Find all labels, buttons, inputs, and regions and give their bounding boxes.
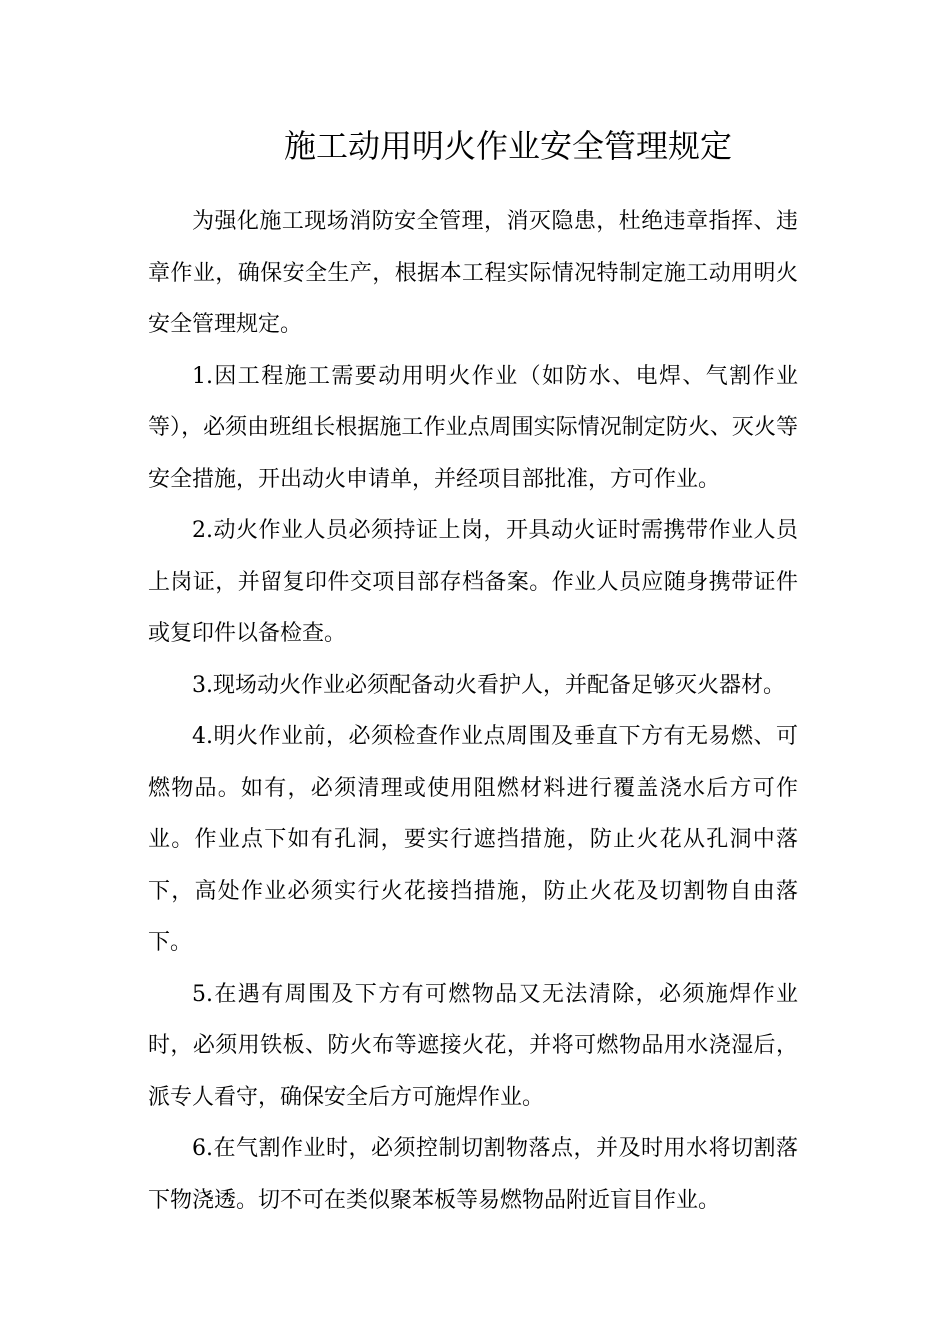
rule-6-paragraph: 6.在气割作业时，必须控制切割物落点，并及时用水将切割落下物浇透。切不可在类似聚苯板等易燃物品附近盲目作业。 xyxy=(148,1136,798,1213)
rule-2-paragraph: 2.动火作业人员必须持证上岗，开具动火证时需携带作业人员上岗证，并留复印件交项目部存档备案。作业人员应随身携带证件或复印件以备检查。 xyxy=(148,518,798,646)
intro-paragraph: 为强化施工现场消防安全管理，消灭隐患，杜绝违章指挥、违章作业，确保安全生产，根据本工程实际情况特制定施工动用明火安全管理规定。 xyxy=(148,209,798,337)
rule-4-paragraph: 4.明火作业前，必须检查作业点周围及垂直下方有无易燃、可燃物品。如有，必须清理或使用阻燃材料进行覆盖浇水后方可作业。作业点下如有孔洞，要实行遮挡措施，防止火花从孔洞中落下，高处作业必须实行火花接挡措施，防止火花及切割物自由落下。 xyxy=(148,724,798,955)
rule-3-paragraph: 3.现场动火作业必须配备动火看护人，并配备足够灭火器材。 xyxy=(192,672,785,698)
document-body xyxy=(148,196,798,1226)
document-title: 施工动用明火作业安全管理规定 xyxy=(283,127,732,165)
rule-1-paragraph: 1.因工程施工需要动用明火作业（如防水、电焊、气割作业等），必须由班组长根据施工作业点周围实际情况制定防火、灭火等安全措施，开出动火申请单，并经项目部批准，方可作业。 xyxy=(148,363,798,492)
rule-5-paragraph: 5.在遇有周围及下方有可燃物品又无法清除，必须施焊作业时，必须用铁板、防火布等遮接火花，并将可燃物品用水浇湿后，派专人看守，确保安全后方可施焊作业。 xyxy=(148,981,798,1110)
